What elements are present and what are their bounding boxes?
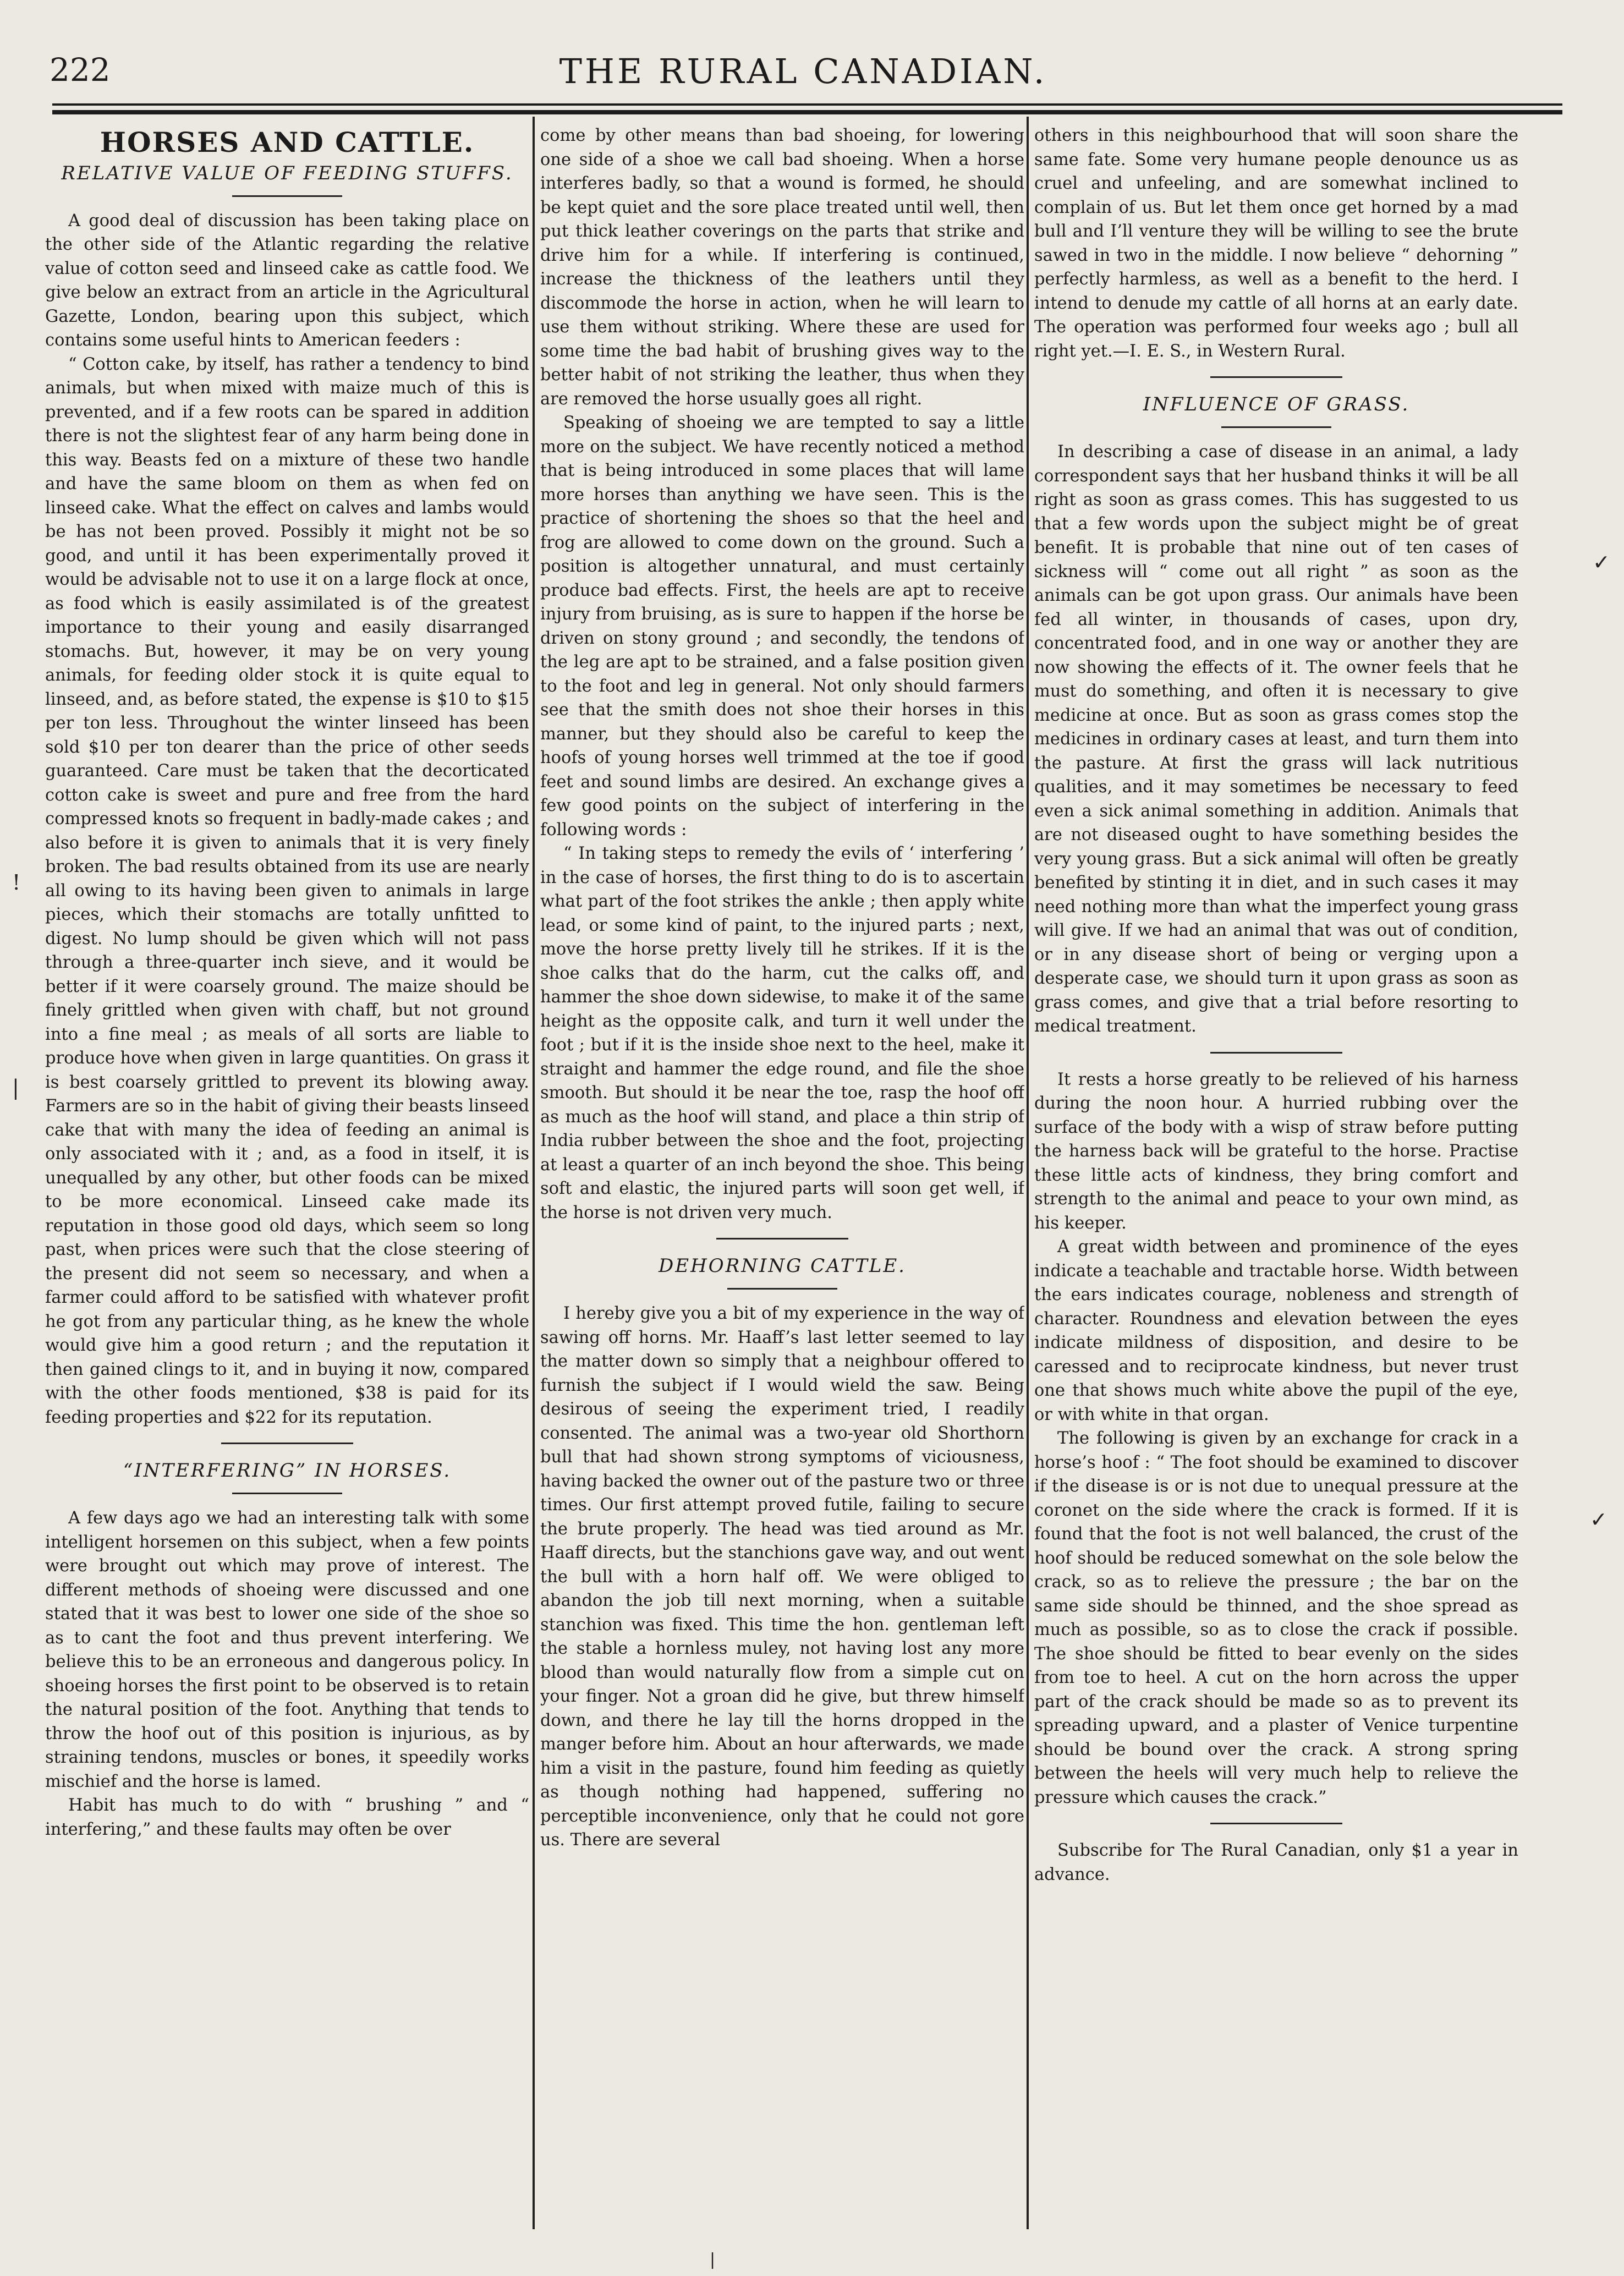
paragraph: “ Cotton cake, by itself, has rather a tendency to bind animals, but when mixed with maize much of this is prevented, and if a few roots can be spared in addition there is not the slightest fear of any harm being done in this way. Beasts fed on a mixture of these two handle and have the same bloom on them as when fed on linseed cake. What the effect on calves and lambs would be has not been proved. Possibly it might not be so good, and until it has been experimentally proved it would be advisable not to use it on a large flock at once, as food which is easily assimilated is of the greatest importance to their young and easily disarranged stomachs. But, however, it may be on very young animals, for feeding older stock it is quite equal to linseed, and, as before stated, the expense is $10 to $15 per ton less. Throughout the winter linseed has been sold $10 per ton dearer than the price of other seeds guaranteed. Care must be taken that the decorticated cotton cake is sweet and pure and free from the hard compressed knots so frequent in badly-made cakes ; and also before it is given to animals that it is very finely broken. The bad results obtained from its use are nearly all owing to its having been given to animals in large pieces, which their stomachs are totally unfitted to digest. No lump should be given which will not pass through a three-quarter inch sieve, and it would be better if it were coarsely ground. The maize should be finely grittled when given with chaff, but not ground into a fine meal ; as meals of all sorts are liable to produce hove when given in large quantities. On grass it is best coarsely grittled to prevent its blowing away. Farmers are so in the habit of giving their beasts linseed cake that with many the idea of feeding an animal is only associated with it ; and, as a food in itself, it is unequalled by any other, but other foods can be mixed to be more economical. Linseed cake made its reputation in those good old days, which seem so long past, when prices were such that the close steering of the present did not seem so necessary, and when a farmer could afford to be satisfied with whatever profit he got from any particular thing, as he knew the whole would give him a good return ; and the reputation it then gained clings to it, and in buying it now, compared with the other foods mentioned, $38 is paid for its feeding properties and $22 for its reputation. — [45, 354, 529, 1427]
section-rule — [716, 1238, 848, 1240]
paragraph: Habit has much to do with “ brushing ” and “ interfering,” and these faults may often be over — [45, 1796, 529, 1839]
footer-mark-icon: | — [710, 2250, 716, 2269]
margin-mark-icon: ✓ — [1590, 1507, 1607, 1532]
paragraph: Subscribe for The Rural Canadian, only $1 a year in advance. — [1034, 1841, 1518, 1884]
page-number: 222 — [50, 51, 111, 89]
header-rule-thin — [52, 103, 1562, 106]
margin-mark-icon: ✓ — [1593, 550, 1610, 574]
article-title-interfering: “INTERFERING” IN HORSES. — [123, 1460, 452, 1482]
section-rule — [1210, 376, 1342, 378]
paragraph: It rests a horse greatly to be relieved of his harness during the noon hour. A hurried rubbing over the surface of the body with a wisp of straw before putting the harness back will be grateful to the horse. Practise these little acts of kindness, they bring comfort and strength to the animal and peace to your own mind, as his keeper. — [1034, 1070, 1518, 1233]
paragraph: The following is given by an exchange for crack in a horse’s hoof : “ The foot should be examined to discover if the disease is or is not due to unequal pressure at the coronet on the side where the crack is formed. If it is found that the foot is not well balanced, the crust of the hoof should be reduced somewhat on the sole below the crack, so as to relieve the pressure ; the bar on the same side should be thinned, and the shoe spread as much as possible, so as to close the crack if possible. The shoe should be fitted to bear evenly on the sides from toe to heel. A cut on the horn across the upper part of the crack should be made so as to prevent its spreading upward, and a plaster of Venice turpentine should be bound over the crack. A strong spring between the heels will very much help to relieve the pressure which causes the crack.” — [1034, 1429, 1518, 1807]
title-rule — [1221, 426, 1331, 428]
margin-mark-icon: | — [12, 1076, 19, 1100]
paragraph: come by other means than bad shoeing, for lowering one side of a shoe we call bad shoeing. When a horse interferes badly, so that a wound is formed, he should be kept quiet and the sore place treated until well, then put thick leather coverings on the parts that strike and drive him for a while. If interfering is continued, increase the thickness of the leathers until they discommode the horse in action, when he will learn to use them without striking. Where these are used for some time the bad habit of brushing gives way to the better habit of not striking the leather, thus when they are removed the horse usually goes all right. — [540, 126, 1024, 409]
paragraph: A few days ago we had an interesting talk with some intelligent horsemen on this subject, when a few points were brought out which may prove of interest. The different methods of shoeing were discussed and one stated that it was best to lower one side of the shoe so as to cant the foot and thus prevent interfering. We believe this to be an erroneous and dangerous policy. In shoeing horses the first point to be observed is to retain the natural position of the foot. Anything that tends to throw the hoof out of this position is injurious, as by straining tendons, muscles or bones, it speedily works mischief and the horse is lamed. — [45, 1509, 529, 1791]
title-rule — [727, 1288, 837, 1290]
article-title-feeding-stuffs: RELATIVE VALUE OF FEEDING STUFFS. — [61, 162, 513, 184]
paragraph: A great width between and prominence of the eyes indicate a teachable and tractable horse. Width between the ears indicates courage, nobleness and strength of character. Roundness and elevation between the eyes indicate mildness of disposition, and desire to be caressed and to reciprocate kindness, but never trust one that shows much white above the pupil of the eye, or with white in that organ. — [1034, 1237, 1518, 1424]
title-rule — [232, 1493, 342, 1494]
article-title-dehorning: DEHORNING CATTLE. — [658, 1255, 906, 1277]
section-rule — [1210, 1823, 1342, 1824]
margin-mark-icon: ! — [12, 870, 21, 895]
masthead: THE RURAL CANADIAN. — [559, 51, 1047, 91]
paragraph: A good deal of discussion has been taking place on the other side of the Atlantic regarding the relative value of cotton seed and linseed cake as cattle food. We give below an extract from an article in the Agricultural Gazette, London, bearing upon this subject, which contains some useful hints to American feeders : — [45, 211, 529, 350]
paragraph: “ In taking steps to remedy the evils of ‘ interfering ’ in the case of horses, the first thing to do is to ascertain what part of the foot strikes the ankle ; then apply white lead, or some kind of paint, to the injured parts ; next, move the horse pretty lively till he strikes. If it is the shoe calks that do the harm, cut the calks off, and hammer the shoe down sidewise, to make it of the same height as the opposite calk, and turn it well under the foot ; but if it is the inside shoe next to the heel, make it straight and hammer the edge round, and file the shoe smooth. But should it be near the toe, rasp the hoof off as much as the hoof will stand, and place a thin strip of India rubber between the shoe and the foot, projecting at least a quarter of an inch beyond the shoe. This being soft and elastic, the injured parts will soon get well, if the horse is not driven very much. — [540, 844, 1024, 1222]
paragraph: I hereby give you a bit of my experience in the way of sawing off horns. Mr. Haaff’s last letter seemed to lay the matter down so simply that a neighbour offered to furnish the subject if I would wield the saw. Being desirous of seeing the experiment tried, I readily consented. The animal was a two-year old Shorthorn bull that had shown strong symptoms of viciousness, having backed the owner out of the pasture two or three times. Our first attempt proved futile, failing to secure the brute properly. The head was tied around as Mr. Haaff directs, but the stanchions gave way, and out went the bull with a horn half off. We were obliged to abandon the job till next morning, when a suitable stanchion was fixed. This time the hon. gentleman left the stable a hornless muley, not having lost any more blood than would naturally flow from a simple cut on your finger. Not a groan did he give, but threw himself down, and there he lay till the horns dropped in the manger before him. About an hour afterwards, we made him a visit in the pasture, found him feeding as quietly as though nothing had happened, suffering no perceptible inconvenience, only that he could not gore us. There are several — [540, 1304, 1024, 1850]
column-divider — [1027, 117, 1029, 2229]
section-heading: HORSES AND CATTLE. — [100, 126, 475, 158]
page-header — [50, 47, 1557, 96]
section-rule — [221, 1443, 353, 1444]
column-1 — [45, 124, 529, 2231]
article-title-influence-of-grass: INFLUENCE OF GRASS. — [1143, 393, 1410, 415]
title-rule — [232, 195, 342, 197]
column-2 — [540, 124, 1024, 2231]
header-rule-thick — [52, 110, 1562, 114]
column-3 — [1034, 124, 1518, 2231]
section-rule — [1210, 1052, 1342, 1054]
paragraph: In describing a case of disease in an animal, a lady correspondent says that her husband thinks it will be all right as soon as grass comes. This has suggested to us that a few words upon the subject might be of great benefit. It is probable that nine out of ten cases of sickness will “ come out all right ” as soon as the animals can be got upon grass. Our animals have been fed all winter, in thousands of cases, upon dry, concentrated food, and in one way or another they are now showing the effects of it. The owner feels that he must do something, and often it is necessary to give medicine at once. But as soon as grass comes stop the medicines in ordinary cases at least, and turn them into the pasture. At first the grass will lack nutritious qualities, and it may sometimes be necessary to feed even a sick animal something in addition. Animals that are not diseased ought to have something besides the very young grass. But a sick animal will often be greatly benefited by stinting it in diet, and in such cases it may need nothing more than what the imperfect young grass will give. If we had an animal that was out of condition, or in any disease short of being or verging upon a desperate case, we should turn it upon grass as soon as grass comes, and give that a trial before resorting to medical treatment. — [1034, 442, 1518, 1036]
paragraph: others in this neighbourhood that will soon share the same fate. Some very humane people denounce us as cruel and unfeeling, and are somewhat inclined to complain of us. But let them once get horned by a mad bull and I’ll venture they will be willing to see the brute sawed in two in the middle. I now believe “ dehorning ” perfectly harmless, as well as a benefit to the herd. I intend to denude my cattle of all horns at an early date. The operation was performed four weeks ago ; bull all right yet.—I. E. S., in Western Rural. — [1034, 126, 1518, 361]
column-divider — [533, 117, 535, 2229]
paragraph: Speaking of shoeing we are tempted to say a little more on the subject. We have recently noticed a method that is being introduced in some places that will lame more horses than anything we have seen. This is the practice of shortening the shoes so that the heel and frog are allowed to come down on the ground. Such a position is altogether unnatural, and must certainly produce bad effects. First, the heels are apt to receive injury from bruising, as is sure to happen if the horse be driven on stony ground ; and secondly, the tendons of the leg are apt to be strained, and a false position given to the foot and leg in general. Not only should farmers see that the smith does not shoe their horses in this manner, but they should also be careful to keep the hoofs of young horses well trimmed at the toe if good feet and sound limbs are desired. An exchange gives a few good points on the subject of interfering in the following words : — [540, 413, 1024, 840]
